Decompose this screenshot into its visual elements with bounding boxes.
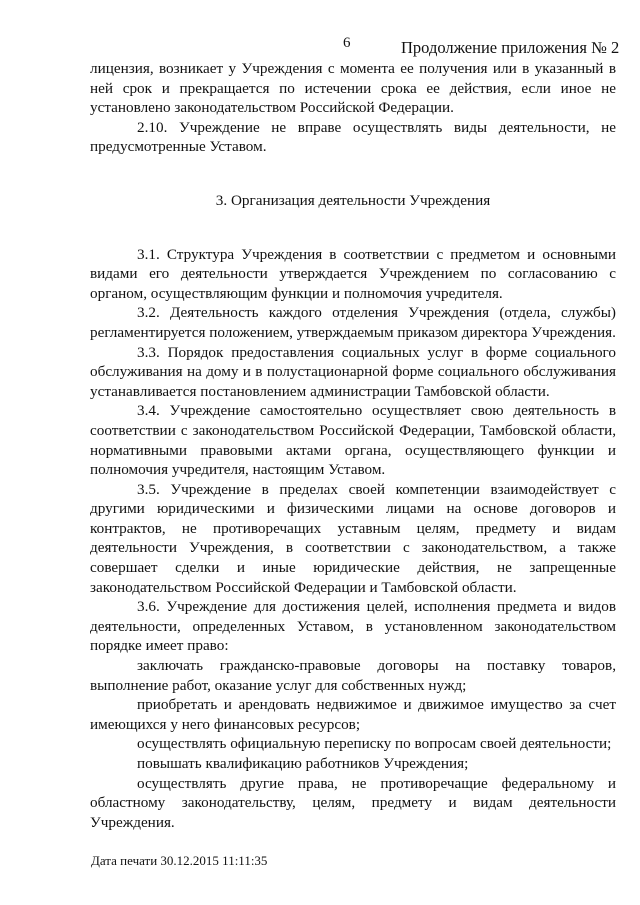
paragraph-3-5: 3.5. Учреждение в пределах своей компетенции взаимодействует с другими юридическими и физическими лицами на основе договоров и контрактов, не противоречащих уставным целям, предмету и видам деятельности Учреждения, в соответствии с законодательством, а также совершает сделки и иные юридические действия, не запрещенные законодательством Российской Федерации и Тамбовской области. <box>90 480 616 596</box>
right-list-item: повышать квалификацию работников Учреждения; <box>137 755 469 772</box>
paragraph-2-10: 2.10. Учреждение не вправе осуществлять виды деятельности, не предусмотренные Уставом. <box>90 118 616 156</box>
print-date-footer: Дата печати 30.12.2015 11:11:35 <box>91 853 268 868</box>
right-list-item: заключать гражданско-правовые договоры на поставку товаров, выполнение работ, оказание услуг для собственных нужд; <box>90 657 616 694</box>
right-list-item: приобретать и арендовать недвижимое и движимое имущество за счет имеющихся у него финансовых ресурсов; <box>90 696 616 733</box>
paragraph-3-6: 3.6. Учреждение для достижения целей, исполнения предмета и видов деятельности, определенных Уставом, в установленном законодательством порядке имеет право: <box>90 598 616 655</box>
paragraph-3-4: 3.4. Учреждение самостоятельно осуществляет свою деятельность в соответствии с законодательством Российской Федерации, Тамбовской области, нормативными правовыми актами органа, осуществляющего функции и полномочия учредителя, настоящим Уставом. <box>90 402 616 479</box>
appendix-continuation-note: Продолжение приложения № 2 <box>401 38 620 57</box>
document-body <box>90 59 616 832</box>
right-list-item: осуществлять другие права, не противоречащие федеральному и областному законодательству, целям, предмету и видам деятельности Учреждения. <box>90 774 616 831</box>
continuation-paragraph: лицензия, возникает у Учреждения с момента ее получения или в указанный в ней срок и прекращается по истечении срока ее действия, если иное не установлено законодательством Российской Федерации. <box>90 60 616 117</box>
page-number: 6 <box>343 35 351 51</box>
paragraph-3-1: 3.1. Структура Учреждения в соответствии с предметом и основными видами его деятельности утверждается Учреждением по согласованию с органом, осуществляющим функции и полномочия учредителя. <box>90 245 616 302</box>
right-list-item: осуществлять официальную переписку по вопросам своей деятельности; <box>137 735 612 753</box>
section-3-heading: 3. Организация деятельности Учреждения <box>215 191 491 209</box>
paragraph-3-2: 3.2. Деятельность каждого отделения Учреждения (отдела, службы) регламентируется положением, утверждаемым приказом директора Учреждения. <box>90 304 616 341</box>
paragraph-3-3: 3.3. Порядок предоставления социальных услуг в форме социального обслуживания на дому и в полустационарной форме социального обслуживания устанавливается постановлением администрации Тамбовской области. <box>90 343 616 400</box>
